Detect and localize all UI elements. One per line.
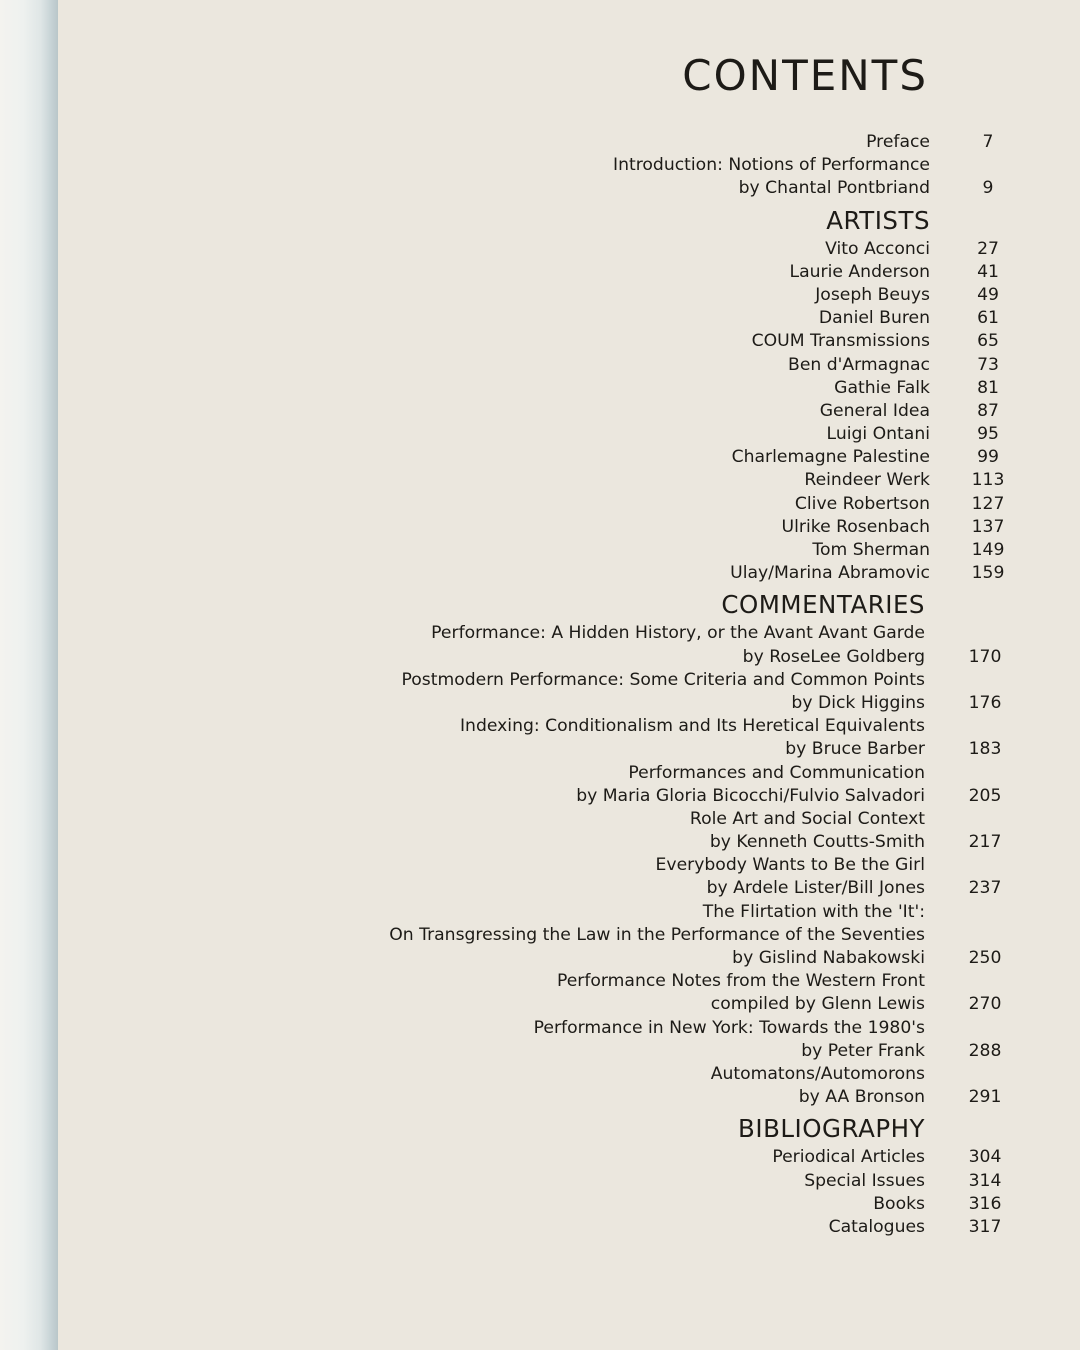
toc-entry bbox=[0, 1170, 1080, 1193]
toc-entry-title: Indexing: Conditionalism and Its Heretical Equivalents bbox=[459, 716, 925, 737]
toc-entry bbox=[0, 377, 1080, 400]
commentaries-entries bbox=[0, 622, 1080, 1109]
toc-entry-title: by Dick Higgins bbox=[791, 692, 925, 713]
toc-entry-page-number: 314 bbox=[968, 1170, 1002, 1191]
toc-entry-page-number: 149 bbox=[971, 540, 1005, 560]
toc-entry-title: Laurie Anderson bbox=[789, 261, 930, 282]
toc-entry-page-number: 270 bbox=[968, 994, 1002, 1015]
toc-entry-page-number: 27 bbox=[977, 238, 999, 259]
toc-entry bbox=[0, 715, 1080, 738]
toc-entry-title: Gathie Falk bbox=[834, 377, 930, 398]
toc-entry-title: by Gislind Nabakowski bbox=[732, 948, 925, 968]
toc-entry-page-number: 250 bbox=[968, 948, 1002, 968]
toc-entry bbox=[0, 307, 1080, 330]
toc-entry-title: by Ardele Lister/Bill Jones bbox=[706, 878, 925, 899]
toc-entry-page-number: 183 bbox=[968, 739, 1002, 760]
toc-entry-page-number: 9 bbox=[982, 178, 994, 199]
toc-entry-page-number: 316 bbox=[968, 1193, 1002, 1214]
toc-entry-title: by RoseLee Goldberg bbox=[742, 646, 925, 667]
toc-entry-title: Daniel Buren bbox=[818, 308, 930, 329]
toc-entry-title: Periodical Articles bbox=[772, 1147, 925, 1168]
artists-entries bbox=[0, 238, 1080, 586]
toc-entry-page-number: 137 bbox=[971, 516, 1005, 537]
toc-entry-title: Vito Acconci bbox=[825, 238, 930, 259]
toc-entry bbox=[0, 131, 1080, 154]
toc-entry-title: Automatons/Automorons bbox=[710, 1063, 925, 1084]
toc-entry-page-number: 61 bbox=[977, 308, 999, 329]
toc-entry-title: Reindeer Werk bbox=[804, 470, 930, 491]
toc-entry bbox=[0, 1216, 1080, 1239]
intro-entries bbox=[0, 131, 1080, 201]
toc-entry-title: by Maria Gloria Bicocchi/Fulvio Salvadori bbox=[576, 785, 925, 806]
toc-entry bbox=[0, 970, 1080, 993]
toc-entry-title: Postmodern Performance: Some Criteria and Common Points bbox=[401, 669, 925, 690]
toc-entry bbox=[0, 400, 1080, 423]
toc-entry-page-number: 217 bbox=[968, 832, 1002, 853]
toc-entry bbox=[0, 993, 1080, 1016]
toc-entry-page-number: 95 bbox=[977, 424, 999, 445]
page-title: CONTENTS bbox=[682, 51, 928, 100]
toc-entry bbox=[0, 831, 1080, 854]
toc-entry bbox=[0, 1086, 1080, 1109]
toc-entry bbox=[0, 354, 1080, 377]
toc-entry bbox=[0, 646, 1080, 669]
toc-entry-page-number: 113 bbox=[971, 470, 1005, 491]
toc-entry-title: by Bruce Barber bbox=[785, 739, 925, 760]
toc-entry bbox=[0, 493, 1080, 516]
toc-entry-page-number: 87 bbox=[977, 400, 999, 421]
toc-entry-title: Performances and Communication bbox=[628, 762, 925, 783]
toc-entry-page-number: 81 bbox=[977, 377, 999, 398]
toc-entry bbox=[0, 562, 1080, 585]
toc-entry bbox=[0, 924, 1080, 947]
section-heading-commentaries bbox=[0, 585, 1080, 622]
toc-entry-title: Everybody Wants to Be the Girl bbox=[655, 855, 925, 876]
toc-entry-title: General Idea bbox=[819, 400, 930, 421]
toc-entry bbox=[0, 446, 1080, 469]
toc-entry-page-number: 7 bbox=[982, 132, 994, 152]
toc-entry-title: by Peter Frank bbox=[801, 1040, 925, 1061]
toc-entry bbox=[0, 1040, 1080, 1063]
toc-entry-title: Performance: A Hidden History, or the Avant Avant Garde bbox=[431, 623, 925, 644]
toc-entry-page-number: 127 bbox=[971, 493, 1005, 514]
toc-entry bbox=[0, 516, 1080, 539]
toc-entry bbox=[0, 669, 1080, 692]
toc-entry-title: Books bbox=[873, 1193, 925, 1214]
toc-entry-title: by Kenneth Coutts-Smith bbox=[709, 832, 925, 853]
toc-entry-title: Performance in New York: Towards the 1980's bbox=[533, 1017, 925, 1038]
section-heading-bibliography bbox=[0, 1109, 1080, 1146]
toc-entry bbox=[0, 1063, 1080, 1086]
toc-entry bbox=[0, 423, 1080, 446]
section-heading-text: ARTISTS bbox=[826, 205, 930, 235]
toc-entry-page-number: 99 bbox=[977, 447, 999, 468]
toc-entry-page-number: 49 bbox=[977, 284, 999, 305]
toc-entry bbox=[0, 785, 1080, 808]
toc-entry-title: Performance Notes from the Western Front bbox=[556, 971, 925, 992]
toc-entry-title: Ulay/Marina Abramovic bbox=[730, 563, 930, 584]
toc-entry-page-number: 176 bbox=[968, 692, 1002, 713]
toc-entry-title: Ulrike Rosenbach bbox=[781, 516, 930, 537]
toc-entry bbox=[0, 808, 1080, 831]
toc-entry-page-number: 41 bbox=[977, 261, 999, 282]
toc-entry-title: On Transgressing the Law in the Performance of the Seventies bbox=[389, 924, 925, 945]
toc-entry-title: Clive Robertson bbox=[794, 493, 930, 514]
toc-entry-title: Role Art and Social Context bbox=[689, 808, 925, 829]
toc-entry bbox=[0, 284, 1080, 307]
toc-entry-page-number: 288 bbox=[968, 1040, 1002, 1061]
toc-entry bbox=[0, 738, 1080, 761]
toc-entry-title: Special Issues bbox=[804, 1170, 925, 1191]
toc-entry-title: Introduction: Notions of Performance bbox=[613, 155, 930, 176]
toc-entry bbox=[0, 1193, 1080, 1216]
toc-entry-title: Preface bbox=[866, 132, 930, 152]
section-heading-text: COMMENTARIES bbox=[721, 590, 925, 620]
section-heading-artists bbox=[0, 201, 1080, 238]
toc-entry-page-number: 291 bbox=[968, 1087, 1002, 1108]
toc-entry-page-number: 73 bbox=[977, 354, 999, 375]
section-heading-text: BIBLIOGRAPHY bbox=[738, 1114, 925, 1144]
toc-entry-title: Tom Sherman bbox=[812, 540, 930, 560]
toc-entry-title: Charlemagne Palestine bbox=[731, 447, 930, 468]
toc-entry bbox=[0, 238, 1080, 261]
toc-entry bbox=[0, 692, 1080, 715]
toc-entry-page-number: 159 bbox=[971, 563, 1005, 584]
toc-entry bbox=[0, 901, 1080, 924]
toc-entry bbox=[0, 261, 1080, 284]
toc-entry bbox=[0, 877, 1080, 900]
toc-entry-title: Luigi Ontani bbox=[826, 424, 930, 445]
toc-entry bbox=[0, 177, 1080, 200]
bibliography-entries bbox=[0, 1146, 1080, 1239]
toc-entry bbox=[0, 1017, 1080, 1040]
toc-entry bbox=[0, 469, 1080, 492]
toc-entry-title: by AA Bronson bbox=[798, 1087, 925, 1108]
toc-entry bbox=[0, 1146, 1080, 1169]
table-of-contents bbox=[0, 131, 1080, 1239]
toc-entry-title: by Chantal Pontbriand bbox=[738, 178, 930, 199]
toc-entry bbox=[0, 622, 1080, 645]
toc-entry-title: Catalogues bbox=[828, 1216, 925, 1237]
toc-entry-page-number: 205 bbox=[968, 785, 1002, 806]
toc-entry bbox=[0, 539, 1080, 562]
toc-entry-title: COUM Transmissions bbox=[751, 331, 930, 352]
toc-entry-page-number: 237 bbox=[968, 878, 1002, 899]
toc-entry-title: The Flirtation with the 'It': bbox=[702, 901, 925, 922]
toc-entry-title: compiled by Glenn Lewis bbox=[710, 994, 925, 1015]
toc-entry bbox=[0, 947, 1080, 970]
toc-entry-page-number: 170 bbox=[968, 646, 1002, 667]
toc-entry bbox=[0, 154, 1080, 177]
toc-entry-page-number: 304 bbox=[968, 1147, 1002, 1168]
toc-entry bbox=[0, 854, 1080, 877]
toc-entry bbox=[0, 762, 1080, 785]
toc-entry-page-number: 65 bbox=[977, 331, 999, 352]
toc-entry-page-number: 317 bbox=[968, 1216, 1002, 1237]
toc-entry-title: Ben d'Armagnac bbox=[788, 354, 930, 375]
toc-entry bbox=[0, 330, 1080, 353]
toc-entry-title: Joseph Beuys bbox=[815, 284, 930, 305]
